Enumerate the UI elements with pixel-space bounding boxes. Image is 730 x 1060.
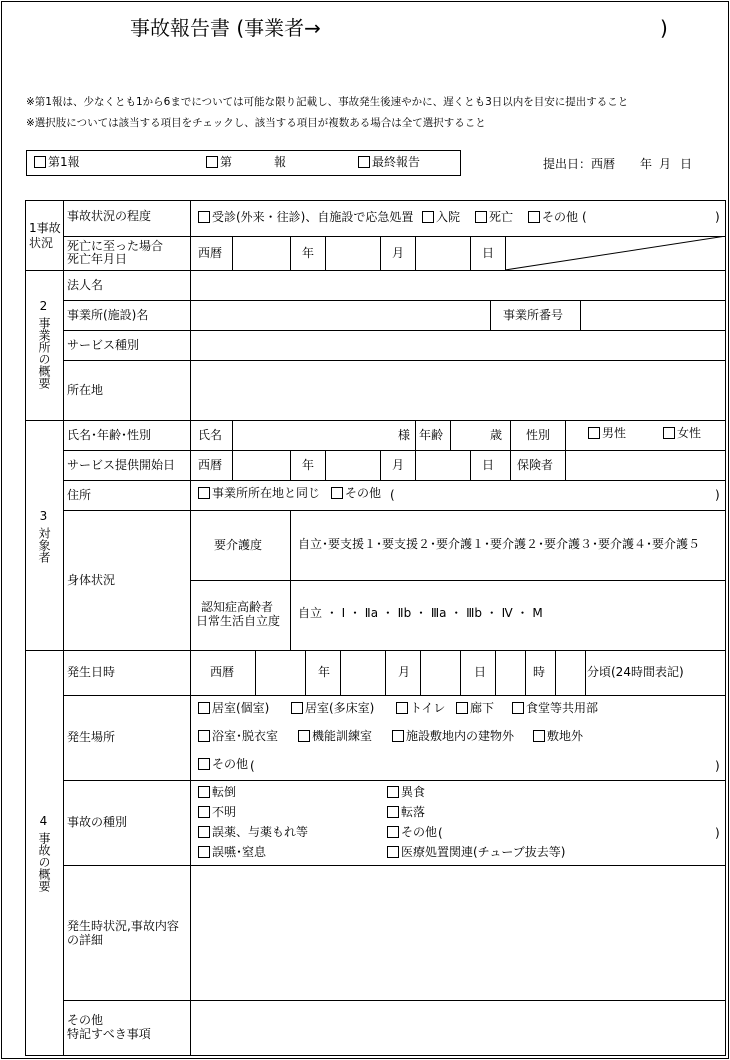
degree-opt-hospital[interactable] (422, 211, 460, 225)
start-seireki: 西暦 (198, 458, 223, 472)
office-label: 事業所(施設)名 (67, 308, 149, 322)
nth-report-option[interactable] (206, 156, 286, 170)
checkbox[interactable] (198, 487, 210, 499)
type-opt-medication[interactable] (198, 826, 308, 840)
submit-year: 年 (640, 157, 653, 171)
cell-line (565, 450, 566, 480)
paren-open: ( (582, 210, 587, 224)
dementia-label-1: 認知症高齢者 (201, 600, 274, 614)
female-label: 女性 (677, 426, 702, 440)
cell-line (415, 420, 416, 450)
place-opt-bath[interactable] (198, 730, 278, 744)
cell-line (305, 650, 306, 695)
type-opt-pica[interactable] (387, 786, 425, 800)
death-label-2: 死亡年月日 (67, 252, 128, 266)
cell-line (460, 650, 461, 695)
row-line (63, 480, 726, 481)
datetime-seireki: 西暦 (210, 665, 235, 679)
start-day: 日 (482, 458, 495, 472)
extra-label-1: その他 (67, 1013, 104, 1027)
checkbox[interactable] (387, 826, 399, 838)
section-divider (25, 420, 726, 421)
note-1: ※第1報は、少なくとも1から6までについては可能な限り記載し、事故発生後速やかに、遅くとも3日以内を目安に提出すること (26, 96, 629, 108)
body-label: 身体状況 (67, 573, 116, 587)
sai-label: 歳 (490, 428, 503, 442)
place-label-text: 居室(個室) (212, 701, 270, 715)
checkbox[interactable] (198, 211, 210, 223)
datetime-day: 日 (474, 665, 487, 679)
name-row-label: 氏名･年齢･性別 (67, 428, 152, 442)
checkbox[interactable] (512, 702, 524, 714)
section-divider (25, 270, 726, 271)
detail-label-1: 発生時状況,事故内容 (67, 919, 179, 933)
type-label: 事故の種別 (67, 815, 128, 829)
row-line (63, 330, 726, 331)
checkbox[interactable] (588, 427, 600, 439)
cell-line (232, 450, 233, 480)
cell-line (565, 420, 566, 450)
degree-label: 事故状況の程度 (67, 209, 152, 223)
paren-close: ) (715, 488, 720, 502)
degree-opt-clinic-label: 受診(外来・往診)、自施設で応急処置 (212, 210, 414, 224)
cell-line (385, 650, 386, 695)
type-opt-choking[interactable] (198, 846, 266, 860)
male-option[interactable] (588, 427, 626, 441)
diagonal-slash (505, 236, 726, 270)
insured-label: 保険者 (517, 458, 554, 472)
row-line (63, 780, 726, 781)
s3-title: 対象者 (37, 527, 51, 563)
final-report-option[interactable] (358, 156, 420, 170)
cell-line (290, 450, 291, 480)
checkbox[interactable] (475, 211, 487, 223)
place-label-text: 機能訓練室 (312, 729, 373, 743)
type-opt-medical[interactable] (387, 846, 565, 860)
sama-label: 様 (398, 428, 411, 442)
checkbox[interactable] (198, 702, 210, 714)
service-label: サービス種別 (67, 338, 140, 352)
s3-label (37, 510, 50, 563)
type-label-text: 医療処置関連(チューブ抜去等) (401, 845, 566, 859)
place-opt-toilet[interactable] (396, 702, 445, 716)
checkbox[interactable] (387, 786, 399, 798)
row-line (63, 300, 726, 301)
first-report-label: 第1報 (48, 155, 80, 169)
datetime-year: 年 (318, 665, 331, 679)
place-label-text: 敷地外 (547, 729, 584, 743)
cell-line (232, 236, 233, 270)
s4-label (37, 815, 50, 892)
cell-line (325, 236, 326, 270)
care-levels: 自立･要支援１･要支援２･要介護１･要介護２･要介護３･要介護４･要介護５ (298, 537, 701, 551)
cell-line (325, 450, 326, 480)
nth-report-prefix: 第 (220, 155, 233, 169)
type-label-text: 誤薬、与薬もれ等 (212, 825, 309, 839)
place-opt-private-room[interactable] (198, 702, 269, 716)
type-opt-fall[interactable] (198, 786, 236, 800)
location-label: 所在地 (67, 383, 104, 397)
female-option[interactable] (663, 427, 701, 441)
place-opt-dining[interactable] (512, 702, 598, 716)
type-opt-tumble[interactable] (387, 806, 425, 820)
final-report-label: 最終報告 (372, 155, 421, 169)
address-label: 住所 (67, 488, 92, 502)
checkbox[interactable] (198, 730, 210, 742)
degree-opt-clinic[interactable] (198, 211, 413, 225)
cell-line (555, 650, 556, 695)
column-divider (190, 200, 191, 1056)
place-opt-shared-room[interactable] (291, 702, 374, 716)
checkbox[interactable] (528, 211, 540, 223)
checkbox[interactable] (456, 702, 468, 714)
paren-close: ) (715, 826, 720, 840)
datetime-label: 発生日時 (67, 665, 116, 679)
checkbox[interactable] (358, 156, 370, 168)
addr-same-label: 事業所所在地と同じ (212, 486, 321, 500)
paren-close: ) (715, 759, 720, 773)
type-label-text: 誤嚥･窒息 (212, 845, 267, 859)
type-label-text: 不明 (212, 805, 237, 819)
type-opt-other[interactable] (387, 826, 437, 840)
addr-same-option[interactable] (198, 487, 320, 501)
datetime-hour: 時 (533, 665, 546, 679)
checkbox[interactable] (663, 427, 675, 439)
death-year: 年 (302, 246, 315, 260)
submit-month: 月 (659, 157, 672, 171)
addr-other-option[interactable] (331, 487, 381, 501)
checkbox[interactable] (387, 846, 399, 858)
cell-line (490, 300, 491, 330)
submit-date-label: 提出日：西暦 (543, 157, 616, 171)
degree-opt-hospital-label: 入院 (436, 210, 461, 224)
checkbox[interactable] (206, 156, 218, 168)
age-label: 年齢 (419, 428, 444, 442)
start-month: 月 (392, 458, 405, 472)
type-label-text: その他 (401, 825, 438, 839)
place-opt-outdoor-premises[interactable] (392, 730, 514, 744)
place-label-text: 施設敷地内の建物外 (406, 729, 515, 743)
cell-line (450, 420, 451, 450)
place-label-text: 居室(多床室) (305, 701, 375, 715)
death-day: 日 (482, 246, 495, 260)
cell-line (470, 450, 471, 480)
checkbox[interactable] (387, 806, 399, 818)
first-report-option[interactable] (34, 156, 80, 170)
cell-line (510, 450, 511, 480)
start-label: サービス提供開始日 (67, 458, 176, 472)
paren-open: ( (390, 488, 395, 502)
cell-line (580, 300, 581, 330)
row-line (63, 510, 726, 511)
s4-number: 4 (39, 814, 48, 828)
place-label-text: 廊下 (470, 701, 495, 715)
cell-line (510, 420, 511, 450)
place-opt-other[interactable] (198, 758, 248, 772)
row-line (63, 865, 726, 866)
s2-title: 事業所の概要 (37, 317, 51, 389)
degree-opt-other[interactable] (528, 211, 578, 225)
checkbox[interactable] (34, 156, 46, 168)
dementia-levels: 自立 ・ Ⅰ ・ Ⅱa ・ Ⅱb ・ Ⅲa ・ Ⅲb ・ Ⅳ ・ M (298, 606, 543, 620)
s1-label (29, 222, 61, 236)
place-label-text: その他 (212, 757, 249, 771)
form-title: 事故報告書 (事業者→ (130, 16, 321, 40)
place-opt-corridor[interactable] (456, 702, 494, 716)
nth-report-suffix: 報 (274, 155, 287, 169)
s1-number: 1 (29, 221, 37, 235)
place-opt-offsite[interactable] (533, 730, 583, 744)
sex-label: 性別 (526, 428, 551, 442)
cell-line (525, 650, 526, 695)
paren-open: ( (438, 826, 443, 840)
cell-line (380, 450, 381, 480)
place-label-text: 食堂等共用部 (526, 701, 599, 715)
type-label-text: 異食 (401, 785, 426, 799)
section-divider (25, 650, 726, 651)
paren-open: ( (250, 759, 255, 773)
degree-opt-other-label: その他 (542, 210, 579, 224)
addr-other-label: その他 (345, 486, 382, 500)
type-label-text: 転落 (401, 805, 426, 819)
death-label-1: 死亡に至った場合 (67, 239, 164, 253)
note-2: ※選択肢については該当する項目をチェックし、該当する項目が複数ある場合は全て選択すること (26, 117, 486, 129)
checkbox[interactable] (396, 702, 408, 714)
cell-line (415, 236, 416, 270)
column-divider (63, 200, 64, 1056)
death-month: 月 (392, 246, 405, 260)
checkbox[interactable] (198, 786, 210, 798)
extra-label-2: 特記すべき事項 (67, 1027, 151, 1041)
row-line (63, 1000, 726, 1001)
name-label: 氏名 (198, 428, 223, 442)
checkbox[interactable] (291, 702, 303, 714)
place-label: 発生場所 (67, 730, 116, 744)
corp-label: 法人名 (67, 278, 104, 292)
row-line (63, 450, 726, 451)
row-line (190, 580, 726, 581)
place-label-text: 浴室･脱衣室 (212, 729, 279, 743)
s1-title-2: 状況 (29, 236, 54, 250)
cell-line (420, 650, 421, 695)
datetime-minute: 分頃(24時間表記) (587, 665, 684, 679)
degree-opt-death-label: 死亡 (489, 210, 514, 224)
cell-line (255, 650, 256, 695)
cell-line (290, 510, 291, 650)
s3-number: 3 (39, 509, 48, 523)
dementia-label-2: 日常生活自立度 (196, 614, 281, 628)
s2-label (37, 300, 50, 389)
cell-line (340, 650, 341, 695)
checkbox[interactable] (533, 730, 545, 742)
row-line (63, 695, 726, 696)
type-opt-unknown[interactable] (198, 806, 236, 820)
datetime-month: 月 (398, 665, 411, 679)
place-label-text: トイレ (410, 701, 446, 715)
start-year: 年 (302, 458, 315, 472)
submit-day: 日 (680, 157, 693, 171)
s1-title: 事故 (36, 221, 61, 235)
checkbox[interactable] (198, 806, 210, 818)
checkbox[interactable] (298, 730, 310, 742)
cell-line (495, 650, 496, 695)
death-seireki: 西暦 (198, 246, 223, 260)
checkbox[interactable] (422, 211, 434, 223)
care-level-label: 要介護度 (214, 538, 263, 552)
cell-line (415, 450, 416, 480)
cell-line (290, 236, 291, 270)
checkbox[interactable] (331, 487, 343, 499)
s4-title: 事故の概要 (37, 832, 51, 892)
checkbox[interactable] (198, 758, 210, 770)
type-label-text: 転倒 (212, 785, 237, 799)
title-close-paren: ) (660, 16, 668, 40)
place-opt-training[interactable] (298, 730, 372, 744)
cell-line (232, 420, 233, 450)
cell-line (380, 236, 381, 270)
checkbox[interactable] (198, 846, 210, 858)
degree-opt-death[interactable] (475, 211, 513, 225)
checkbox[interactable] (198, 826, 210, 838)
male-label: 男性 (602, 426, 627, 440)
office-no-label: 事業所番号 (503, 308, 564, 322)
cell-line (470, 236, 471, 270)
checkbox[interactable] (392, 730, 404, 742)
s2-number: 2 (39, 299, 48, 313)
detail-label-2: の詳細 (67, 933, 104, 947)
cell-line (585, 650, 586, 695)
paren-close: ) (715, 210, 720, 224)
row-line (63, 360, 726, 361)
